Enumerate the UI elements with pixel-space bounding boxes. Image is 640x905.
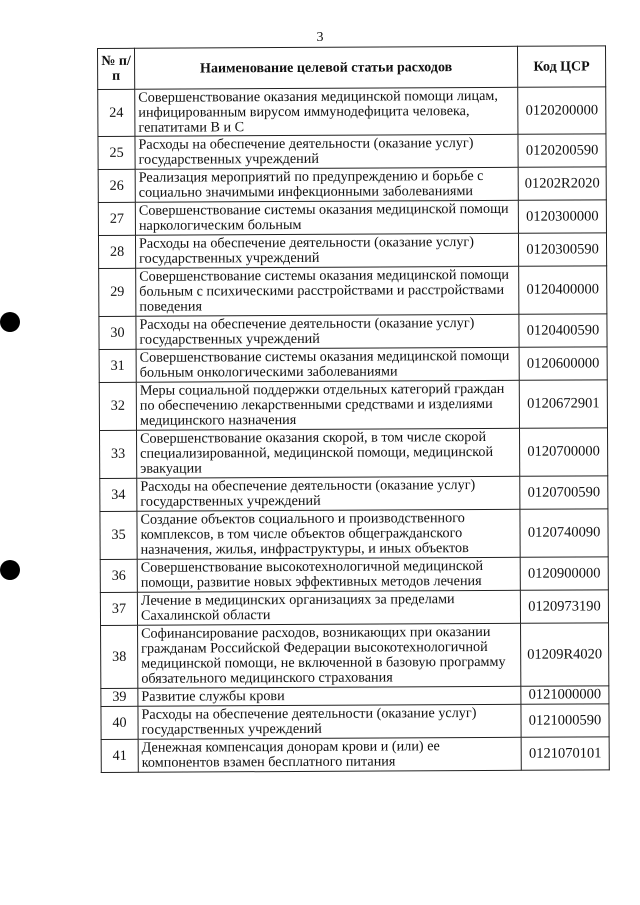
table-row — [99, 347, 607, 383]
row-code: 0120200000 — [518, 87, 606, 134]
row-code: 0120740090 — [520, 509, 608, 557]
table-row — [101, 737, 609, 773]
row-name: Совершенствование системы оказания медицинской помощи наркологическим больным — [135, 200, 518, 235]
row-name: Софинансирование расходов, возникающих при оказании гражданам Российской Федерации высокотехнологичной медицинской помощи, не включенной в базовую программу обязательного медицинского страхования — [138, 623, 521, 688]
row-number: 25 — [98, 136, 135, 169]
row-code: 0120672901 — [519, 380, 607, 428]
row-code: 0120200590 — [518, 134, 606, 167]
row-code: 0120900000 — [520, 557, 608, 590]
header-number: № п/п — [98, 48, 135, 89]
row-name: Создание объектов социального и производственного комплексов, в том числе объектов общегражданского назначения, жилья, инфраструктуры, и иных объектов — [137, 509, 520, 559]
row-code: 0121000590 — [521, 704, 609, 737]
table-row — [99, 266, 607, 317]
row-number: 28 — [98, 235, 135, 268]
header-name: Наименование целевой статьи расходов — [135, 46, 518, 89]
table-row — [98, 134, 606, 170]
table-row — [99, 314, 607, 350]
row-name: Лечение в медицинских организациях за пределами Сахалинской области — [137, 590, 520, 625]
row-code: 0121070101 — [521, 737, 609, 770]
row-name: Расходы на обеспечение деятельности (оказание услуг) государственных учреждений — [136, 314, 519, 349]
row-number: 29 — [99, 268, 136, 316]
table-row — [100, 476, 608, 512]
row-code: 0120400000 — [519, 266, 607, 314]
row-name: Расходы на обеспечение деятельности (оказание услуг) государственных учреждений — [135, 134, 518, 169]
row-code: 0120700000 — [519, 428, 607, 476]
row-code: 0120300000 — [518, 200, 606, 233]
table-row — [100, 428, 608, 479]
table-row — [100, 557, 608, 593]
row-name: Реализация мероприятий по предупреждению и борьбе с социально значимыми инфекционными заболеваниями — [135, 167, 518, 202]
row-name: Совершенствование высокотехнологичной медицинской помощи, развитие новых эффективных методов лечения — [137, 557, 520, 592]
row-number: 36 — [100, 559, 137, 592]
row-number: 32 — [99, 382, 136, 430]
table-header-row — [98, 46, 606, 90]
table-row — [100, 509, 608, 560]
table-row — [100, 590, 608, 626]
row-code: 01202R2020 — [518, 167, 606, 200]
row-number: 37 — [100, 592, 137, 625]
table-row — [101, 704, 609, 740]
row-number: 24 — [98, 89, 135, 136]
row-code: 01209R4020 — [521, 623, 609, 686]
row-number: 33 — [100, 430, 137, 478]
row-code: 0120600000 — [519, 347, 607, 380]
row-name: Совершенствование системы оказания медицинской помощи больным с психическими расстройствами и расстройствами поведения — [136, 266, 519, 316]
row-name: Расходы на обеспечение деятельности (оказание услуг) государственных учреждений — [137, 476, 520, 511]
table-row — [99, 380, 607, 431]
table-row — [101, 623, 609, 689]
row-name: Совершенствование оказания скорой, в том числе скорой специализированной, медицинской помощи, медицинской эвакуации — [137, 428, 520, 478]
punch-hole — [0, 312, 20, 332]
row-name: Расходы на обеспечение деятельности (оказание услуг) государственных учреждений — [138, 704, 521, 739]
row-number: 27 — [98, 202, 135, 235]
row-number: 35 — [100, 511, 137, 559]
header-code: Код ЦСР — [517, 46, 605, 87]
row-name: Меры социальной поддержки отдельных категорий граждан по обеспечению лекарственными средствами и изделиями медицинского назначения — [136, 380, 519, 430]
row-number: 38 — [101, 625, 138, 688]
punch-hole — [0, 560, 20, 580]
page-number: 3 — [316, 30, 324, 45]
row-name: Расходы на обеспечение деятельности (оказание услуг) государственных учреждений — [135, 233, 518, 268]
table-row — [98, 200, 606, 236]
row-code: 0120973190 — [520, 590, 608, 623]
row-code: 0121000000 — [521, 686, 609, 704]
expense-items-table — [97, 45, 610, 773]
row-code: 0120300590 — [518, 233, 606, 266]
row-number: 34 — [100, 478, 137, 511]
row-name: Денежная компенсация донорам крови и (или) ее компонентов взамен бесплатного питания — [138, 737, 521, 772]
row-number: 40 — [101, 706, 138, 739]
table-body — [98, 87, 610, 773]
table-row — [98, 233, 606, 269]
table-row — [98, 87, 606, 137]
row-number: 31 — [99, 349, 136, 382]
row-code: 0120700590 — [520, 476, 608, 509]
row-number: 39 — [101, 688, 138, 706]
row-name: Совершенствование системы оказания медицинской помощи больным онкологическими заболеваниями — [136, 347, 519, 382]
row-number: 41 — [101, 739, 138, 772]
row-number: 30 — [99, 316, 136, 349]
row-name: Развитие службы крови — [138, 686, 521, 706]
table-row — [98, 167, 606, 203]
row-number: 26 — [98, 169, 135, 202]
row-name: Совершенствование оказания медицинской помощи лицам, инфицированным вирусом иммунодефицита человека, гепатитами В и С — [135, 87, 518, 136]
row-code: 0120400590 — [519, 314, 607, 347]
